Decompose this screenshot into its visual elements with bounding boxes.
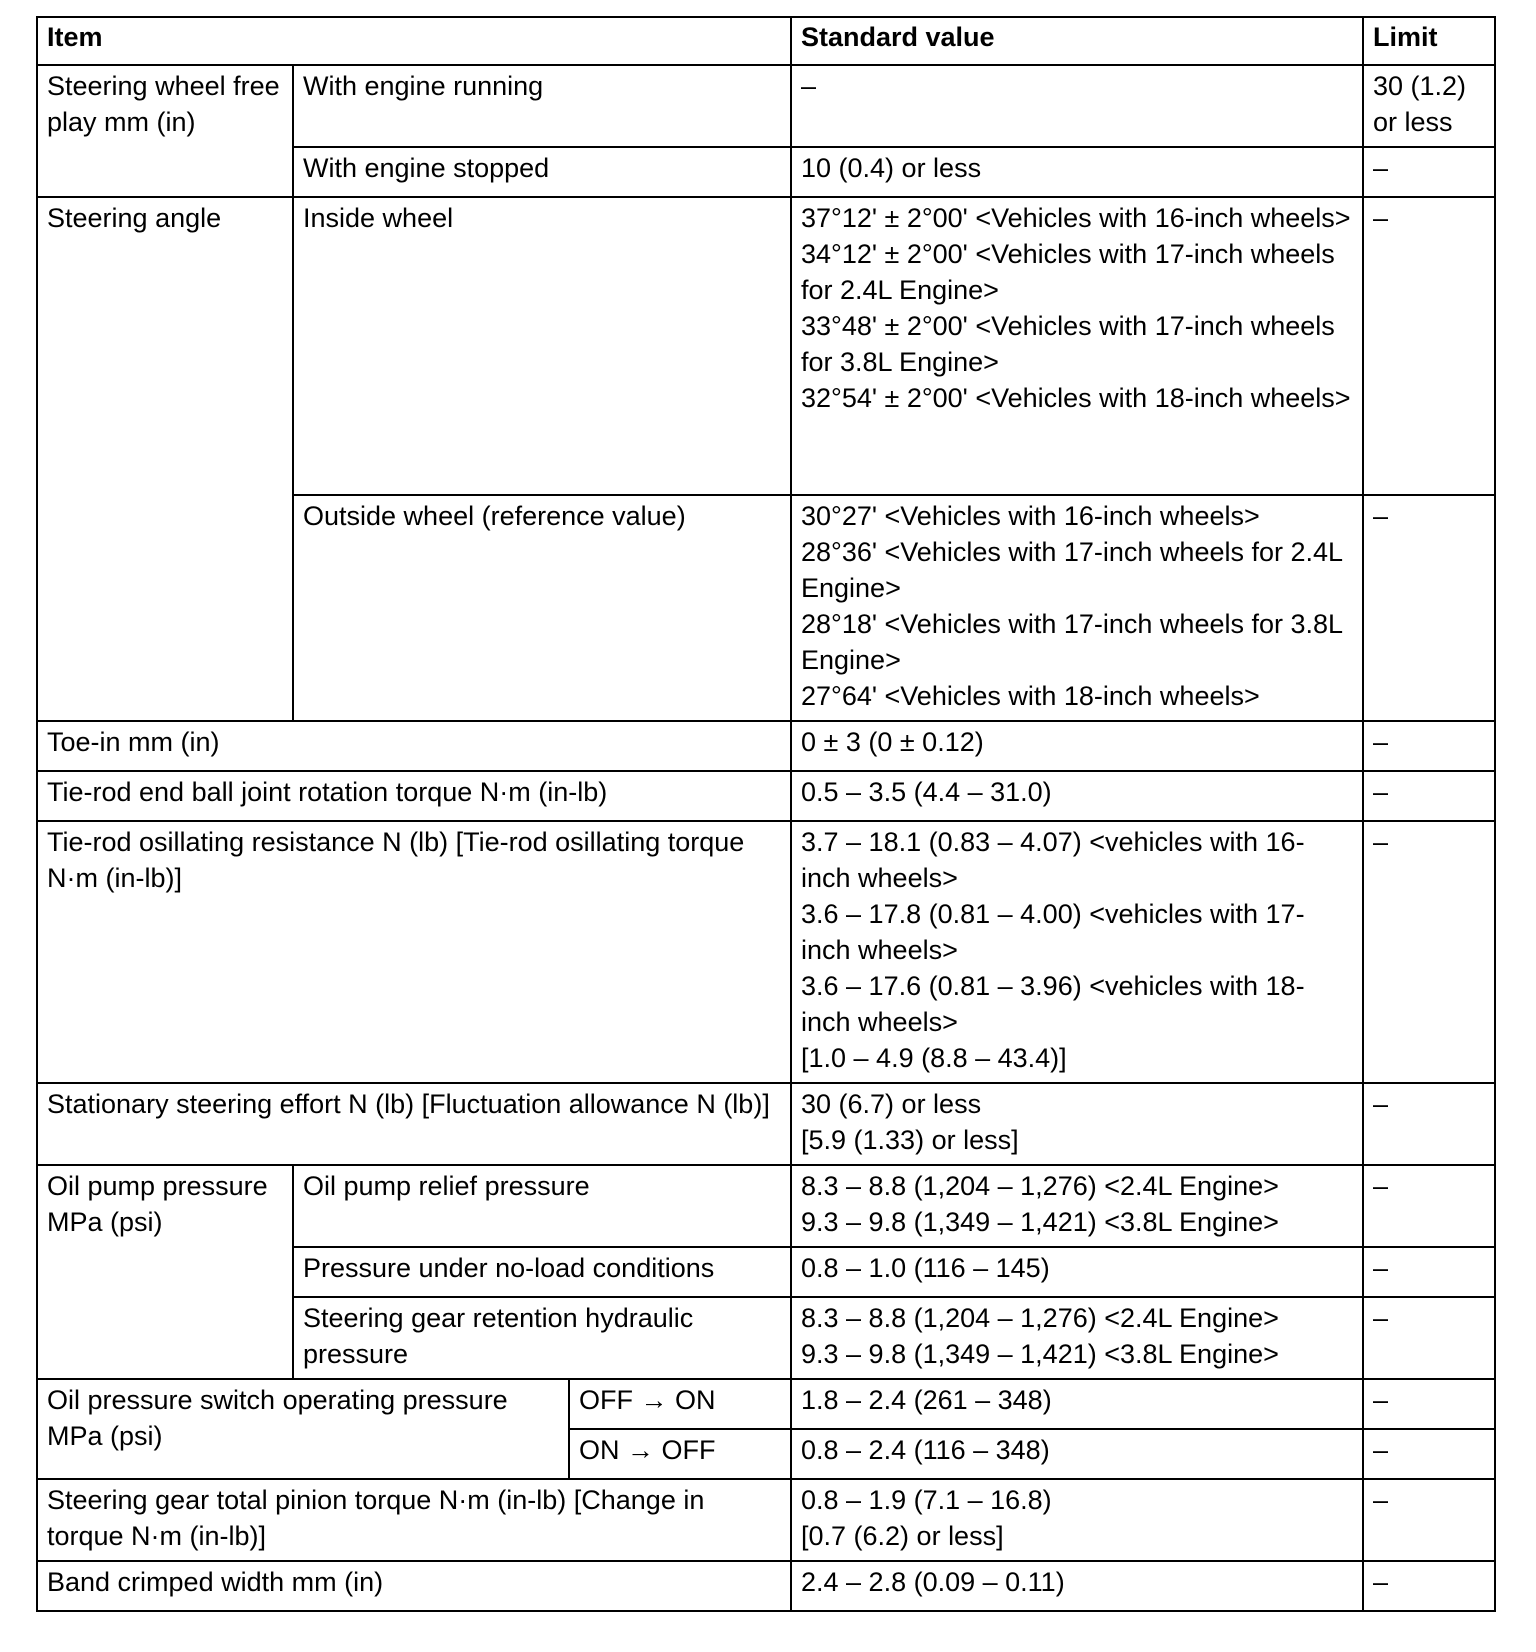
- inside-wheel-value: 32°54' ± 2°00' <Vehicles with 18-inch wheels>: [801, 383, 1351, 413]
- header-row: [37, 17, 1495, 65]
- table-row: [37, 1379, 1495, 1429]
- table-row: [37, 721, 1495, 771]
- steering-angle-item: Steering angle: [37, 197, 293, 721]
- pinion-torque-value: [0.7 (6.2) or less]: [801, 1521, 1004, 1551]
- inside-wheel-value: 33°48' ± 2°00' <Vehicles with 17-inch wheels for 3.8L Engine>: [801, 311, 1335, 377]
- free-play-stopped-label: With engine stopped: [293, 147, 791, 197]
- toe-in-item: Toe-in mm (in): [37, 721, 791, 771]
- tie-rod-resistance-standard: [791, 821, 1363, 1083]
- free-play-running-standard: –: [791, 65, 1363, 147]
- off-on-standard: 1.8 – 2.4 (261 – 348): [791, 1379, 1363, 1429]
- no-load-pressure-limit: –: [1363, 1247, 1495, 1297]
- on-off-standard: 0.8 – 2.4 (116 – 348): [791, 1429, 1363, 1479]
- toe-in-limit: –: [1363, 721, 1495, 771]
- outside-wheel-standard: [791, 495, 1363, 721]
- inside-wheel-label: Inside wheel: [293, 197, 791, 495]
- retention-pressure-value: 8.3 – 8.8 (1,204 – 1,276) <2.4L Engine>: [801, 1303, 1279, 1333]
- table-row: [37, 1083, 1495, 1165]
- off-on-label: OFF → ON: [569, 1379, 791, 1429]
- table-row: [37, 1165, 1495, 1247]
- stationary-effort-limit: –: [1363, 1083, 1495, 1165]
- tie-rod-resistance-value: 3.6 – 17.8 (0.81 – 4.00) <vehicles with 17-inch wheels>: [801, 899, 1305, 965]
- retention-pressure-limit: –: [1363, 1297, 1495, 1379]
- table-row: [37, 771, 1495, 821]
- tie-rod-resistance-item: Tie-rod osillating resistance N (lb) [Tie-rod osillating torque N·m (in-lb)]: [37, 821, 791, 1083]
- free-play-running-limit: 30 (1.2) or less: [1363, 65, 1495, 147]
- free-play-stopped-standard: 10 (0.4) or less: [791, 147, 1363, 197]
- retention-pressure-standard: [791, 1297, 1363, 1379]
- tie-rod-resistance-limit: –: [1363, 821, 1495, 1083]
- band-width-item: Band crimped width mm (in): [37, 1561, 791, 1611]
- steering-spec-table: [36, 16, 1496, 1612]
- tie-rod-resistance-value: 3.7 – 18.1 (0.83 – 4.07) <vehicles with 16-inch wheels>: [801, 827, 1305, 893]
- pinion-torque-item: Steering gear total pinion torque N·m (in-lb) [Change in torque N·m (in-lb)]: [37, 1479, 791, 1561]
- table-row: [37, 197, 1495, 495]
- outside-wheel-value: 28°18' <Vehicles with 17-inch wheels for 3.8L Engine>: [801, 609, 1343, 675]
- outside-wheel-value: 30°27' <Vehicles with 16-inch wheels>: [801, 501, 1260, 531]
- tie-rod-resistance-value: 3.6 – 17.6 (0.81 – 3.96) <vehicles with 18-inch wheels>: [801, 971, 1305, 1037]
- retention-pressure-value: 9.3 – 9.8 (1,349 – 1,421) <3.8L Engine>: [801, 1339, 1279, 1369]
- table-row: [37, 65, 1495, 147]
- free-play-running-label: With engine running: [293, 65, 791, 147]
- inside-wheel-limit: –: [1363, 197, 1495, 495]
- oil-switch-item: Oil pressure switch operating pressure MPa (psi): [37, 1379, 569, 1479]
- tie-rod-torque-limit: –: [1363, 771, 1495, 821]
- on-off-limit: –: [1363, 1429, 1495, 1479]
- toe-in-standard: 0 ± 3 (0 ± 0.12): [791, 721, 1363, 771]
- stationary-effort-standard: [791, 1083, 1363, 1165]
- band-width-standard: 2.4 – 2.8 (0.09 – 0.11): [791, 1561, 1363, 1611]
- tie-rod-torque-item: Tie-rod end ball joint rotation torque N·m (in-lb): [37, 771, 791, 821]
- outside-wheel-value: 28°36' <Vehicles with 17-inch wheels for 2.4L Engine>: [801, 537, 1343, 603]
- inside-wheel-value: 34°12' ± 2°00' <Vehicles with 17-inch wheels for 2.4L Engine>: [801, 239, 1335, 305]
- header-limit: Limit: [1363, 17, 1495, 65]
- relief-pressure-value: 8.3 – 8.8 (1,204 – 1,276) <2.4L Engine>: [801, 1171, 1279, 1201]
- no-load-pressure-label: Pressure under no-load conditions: [293, 1247, 791, 1297]
- inside-wheel-value: 37°12' ± 2°00' <Vehicles with 16-inch wheels>: [801, 203, 1351, 233]
- relief-pressure-limit: –: [1363, 1165, 1495, 1247]
- tie-rod-torque-standard: 0.5 – 3.5 (4.4 – 31.0): [791, 771, 1363, 821]
- outside-wheel-label: Outside wheel (reference value): [293, 495, 791, 721]
- table-row: [37, 1479, 1495, 1561]
- no-load-pressure-standard: 0.8 – 1.0 (116 – 145): [791, 1247, 1363, 1297]
- relief-pressure-value: 9.3 – 9.8 (1,349 – 1,421) <3.8L Engine>: [801, 1207, 1279, 1237]
- header-standard-value: Standard value: [791, 17, 1363, 65]
- header-item: Item: [37, 17, 791, 65]
- oil-pump-item: Oil pump pressure MPa (psi): [37, 1165, 293, 1379]
- stationary-effort-value: [5.9 (1.33) or less]: [801, 1125, 1019, 1155]
- stationary-effort-item: Stationary steering effort N (lb) [Fluctuation allowance N (lb)]: [37, 1083, 791, 1165]
- relief-pressure-standard: [791, 1165, 1363, 1247]
- outside-wheel-value: 27°64' <Vehicles with 18-inch wheels>: [801, 681, 1260, 711]
- tie-rod-resistance-value: [1.0 – 4.9 (8.8 – 43.4)]: [801, 1043, 1067, 1073]
- band-width-limit: –: [1363, 1561, 1495, 1611]
- on-off-label: ON → OFF: [569, 1429, 791, 1479]
- free-play-stopped-limit: –: [1363, 147, 1495, 197]
- inside-wheel-standard: [791, 197, 1363, 495]
- table-row: [37, 1561, 1495, 1611]
- pinion-torque-value: 0.8 – 1.9 (7.1 – 16.8): [801, 1485, 1052, 1515]
- stationary-effort-value: 30 (6.7) or less: [801, 1089, 982, 1119]
- free-play-item: Steering wheel free play mm (in): [37, 65, 293, 197]
- off-on-limit: –: [1363, 1379, 1495, 1429]
- outside-wheel-limit: –: [1363, 495, 1495, 721]
- pinion-torque-limit: –: [1363, 1479, 1495, 1561]
- pinion-torque-standard: [791, 1479, 1363, 1561]
- retention-pressure-label: Steering gear retention hydraulic pressure: [293, 1297, 791, 1379]
- relief-pressure-label: Oil pump relief pressure: [293, 1165, 791, 1247]
- table-row: [37, 821, 1495, 1083]
